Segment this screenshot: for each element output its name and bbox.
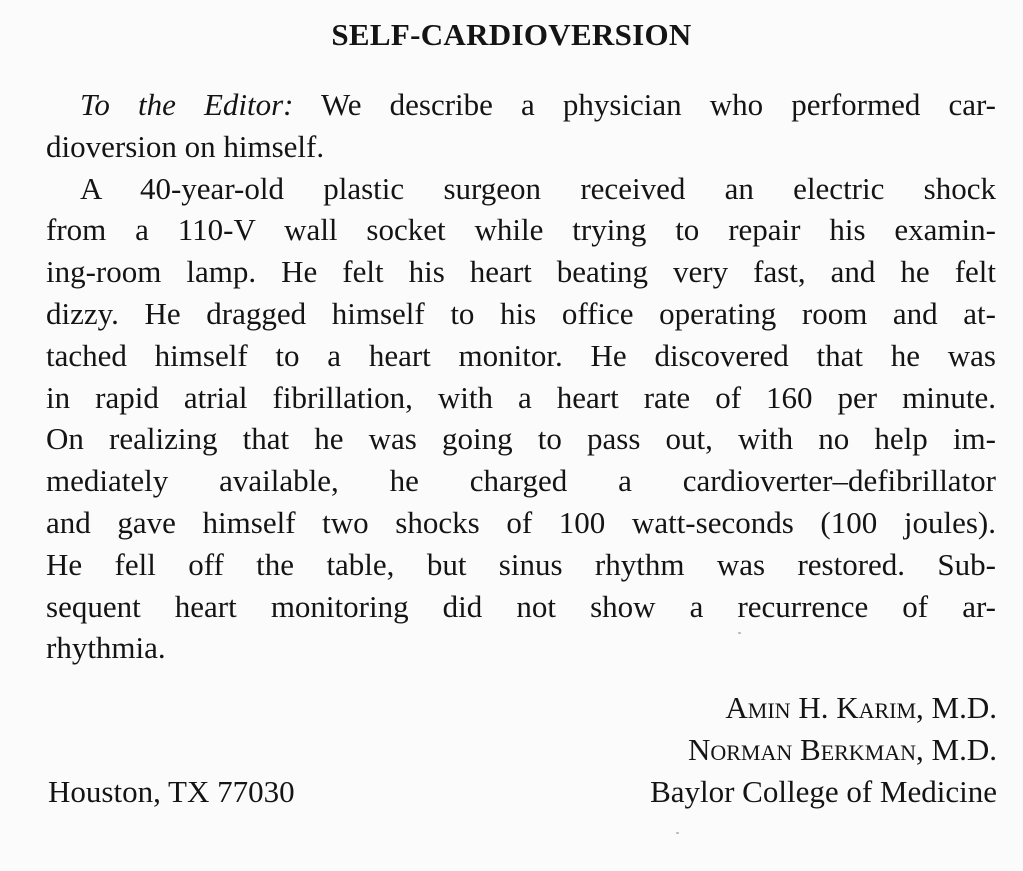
paragraph-2-line: He fell off the table, but sinus rhythm was restored. Sub- — [46, 546, 996, 582]
paragraph-2-line: On realizing that he was going to pass out, with no help im- — [46, 421, 996, 457]
author-address: Houston, TX 77030 — [48, 774, 295, 809]
paragraph-2-line: sequent heart monitoring did not show a recurrence of ar- — [46, 588, 996, 624]
author-name: Amin H. Karim, M.D. — [725, 690, 997, 725]
paragraph-2-line: A 40-year-old plastic surgeon received an electric shock — [80, 170, 996, 206]
paragraph-1-line: dioversion on himself. — [46, 128, 325, 164]
letter-title: SELF-CARDIOVERSION — [331, 17, 692, 52]
paragraph-2-line: in rapid atrial fibrillation, with a heart rate of 160 per minute. — [46, 379, 996, 415]
signature-block — [650, 687, 997, 813]
paragraph-2-line: dizzy. He dragged himself to his office operating room and at- — [46, 295, 996, 331]
paragraph-2-line: and gave himself two shocks of 100 watt-seconds (100 joules). — [46, 504, 996, 540]
scan-speck — [676, 832, 679, 834]
letter-body — [46, 84, 996, 669]
paragraph-2-line: rhythmia. — [46, 630, 166, 666]
scan-speck — [738, 632, 741, 634]
paragraph-2-line: tached himself to a heart monitor. He discovered that he was — [46, 337, 996, 373]
editor-salutation: To the Editor: — [80, 87, 294, 122]
paragraph-2-line: from a 110-V wall socket while trying to repair his examin- — [46, 212, 996, 248]
paragraph-2-line: ing-room lamp. He felt his heart beating very fast, and he felt — [46, 254, 996, 290]
paragraph-1-line: To the Editor: We describe a physician who performed car- — [80, 87, 996, 122]
author-name: Norman Berkman, M.D. — [687, 732, 997, 767]
author-institution: Baylor College of Medicine — [650, 774, 997, 809]
paragraph-2-line: mediately available, he charged a cardioverter–defibrillator — [46, 463, 996, 499]
